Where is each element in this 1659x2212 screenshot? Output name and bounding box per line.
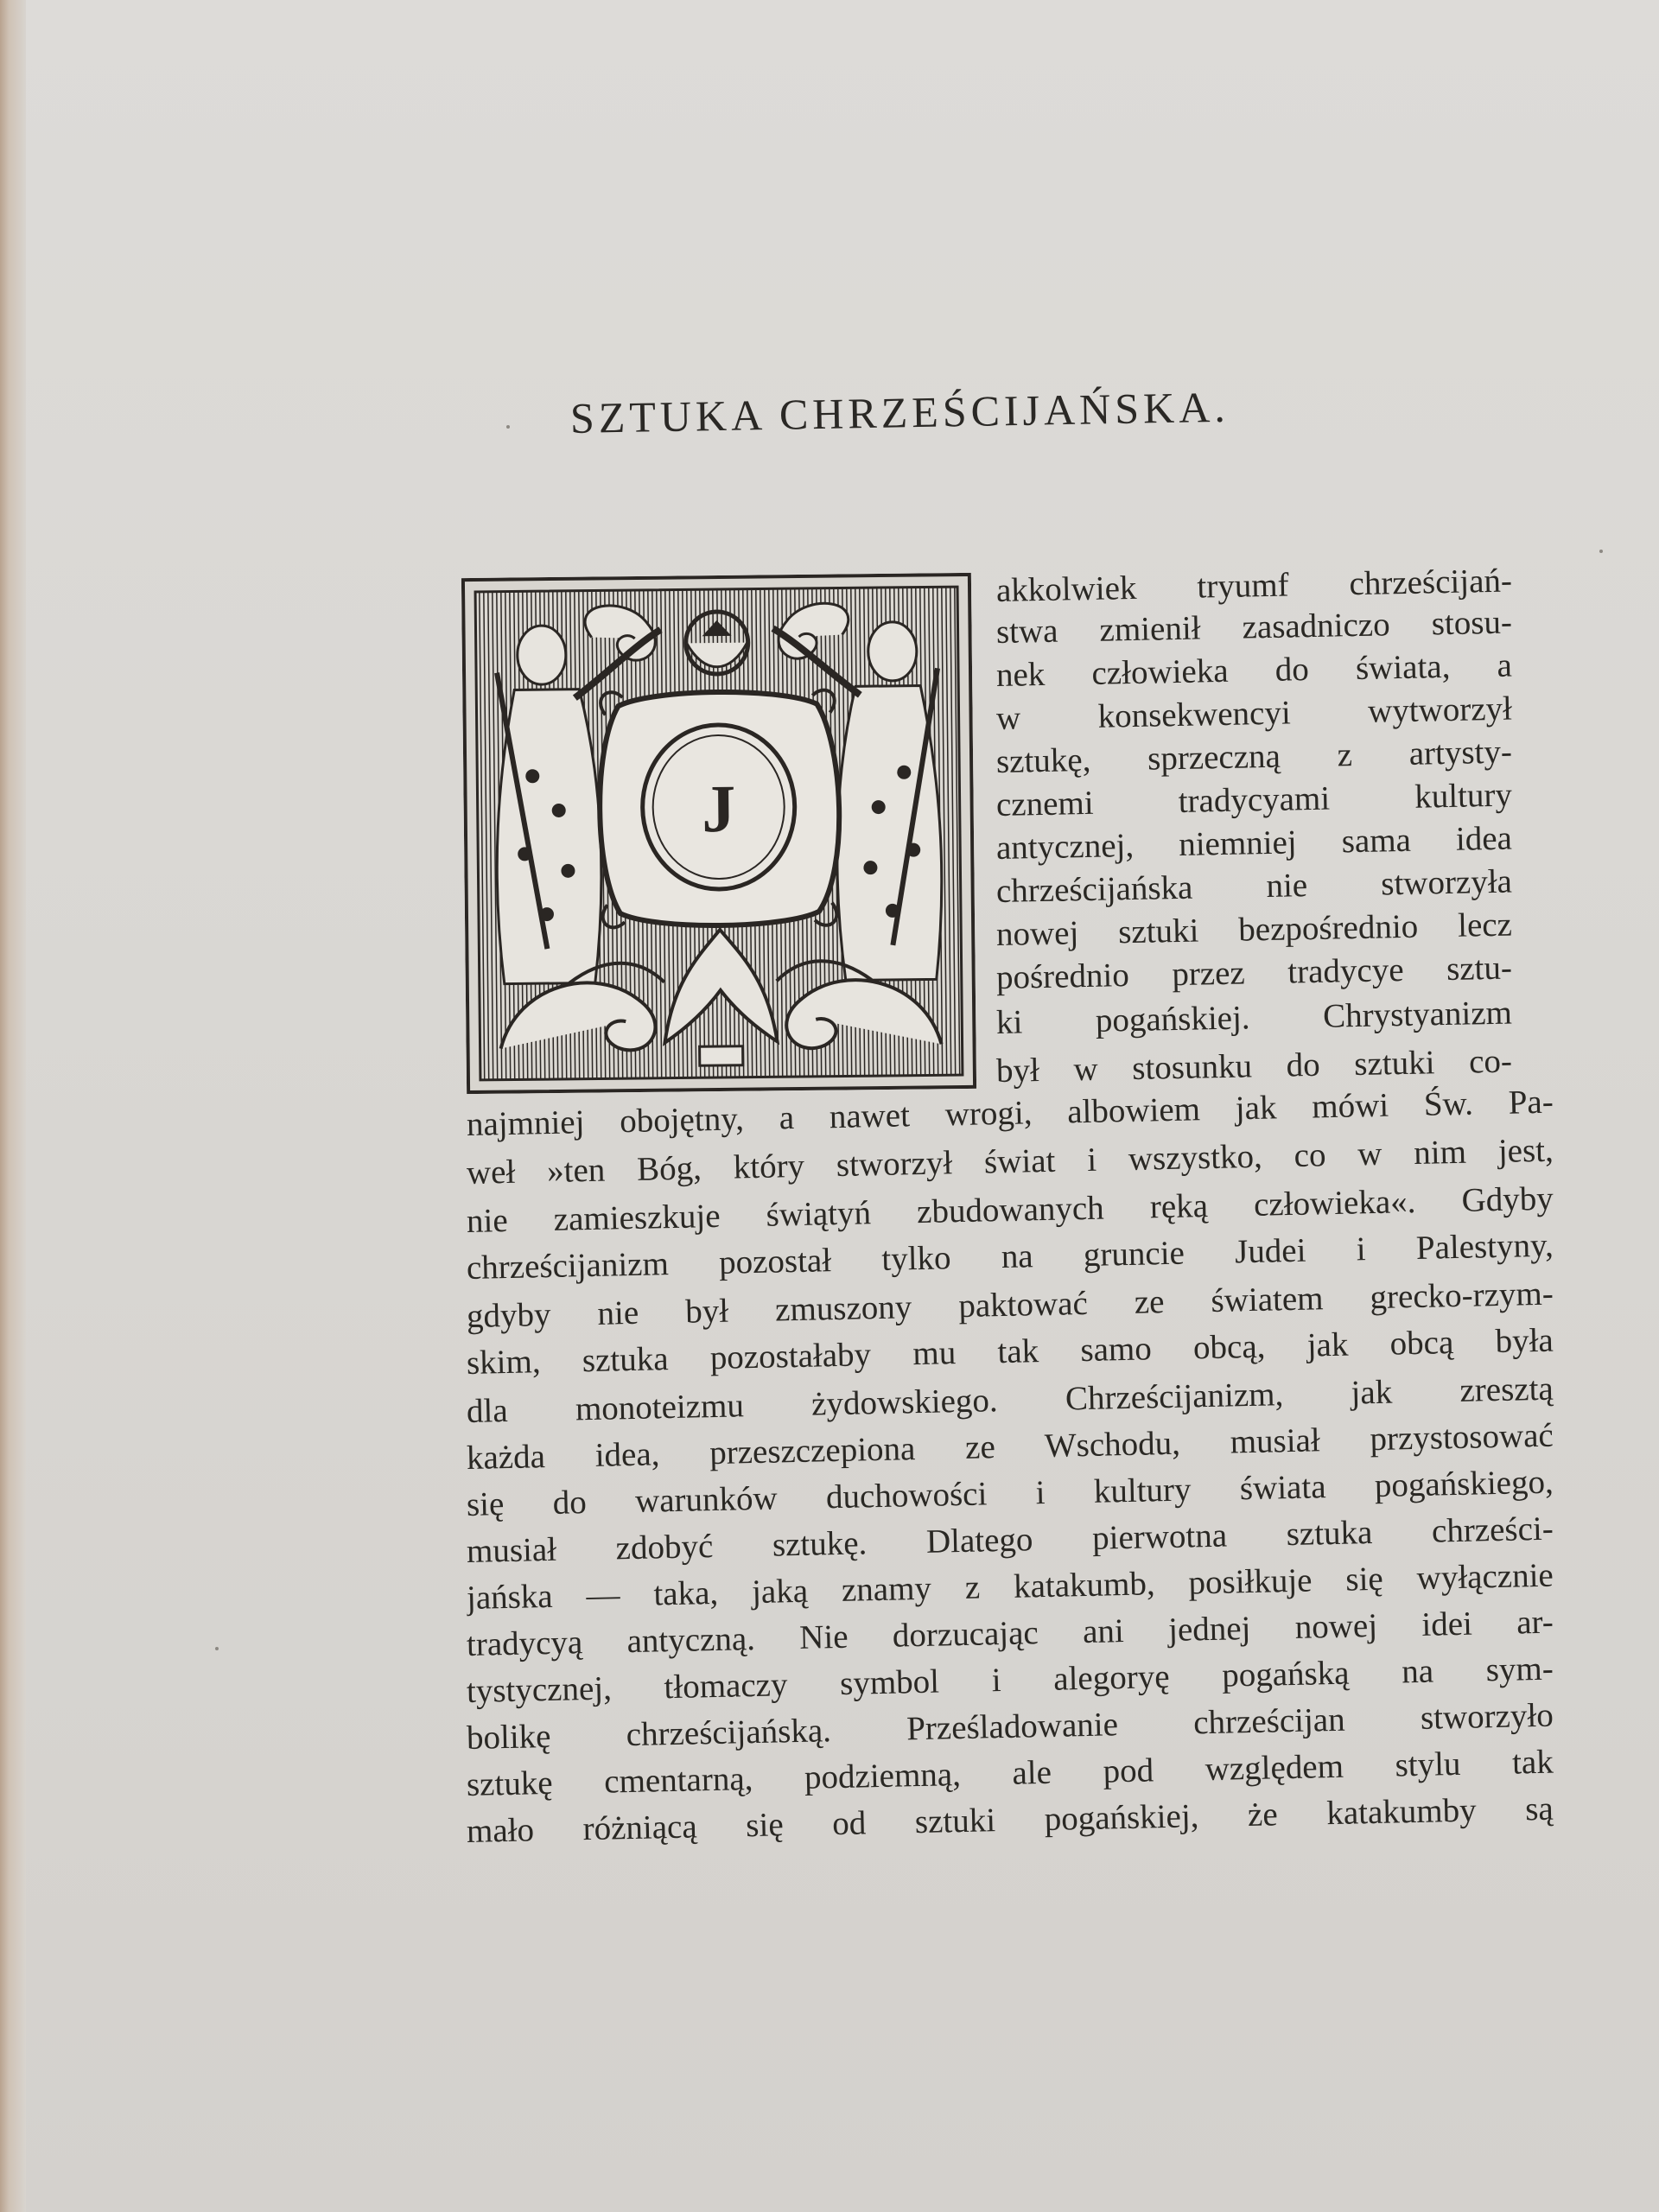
- text-line: stwa zmienił zasadniczo stosu-: [995, 603, 1513, 651]
- text-line: sztukę cmentarną, podziemną, ale pod względem stylu tak: [466, 1743, 1554, 1803]
- text-line: weł »ten Bóg, który stworzył świat i wszystko, co w nim jest,: [466, 1131, 1554, 1192]
- text-line: cznemi tradycyami kultury: [995, 776, 1513, 823]
- text-line: najmniej obojętny, a nawet wrogi, albowiem jak mówi Św. Pa-: [466, 1083, 1554, 1143]
- paper-speck: [506, 425, 510, 429]
- text-line: nek człowieka do świata, a: [995, 646, 1513, 694]
- text-line: musiał zdobyć sztukę. Dlatego pierwotna sztuka chrześci-: [466, 1510, 1554, 1570]
- text-line: pośrednio przez tradycye sztu-: [995, 949, 1513, 996]
- text-line: był w stosunku do sztuki co-: [995, 1042, 1513, 1090]
- text-line: się do warunków duchowości i kultury świata pogańskiego,: [466, 1463, 1554, 1523]
- text-line: chrześcijańska nie stworzyła: [995, 862, 1513, 910]
- text-line: mało różniącą się od sztuki pogańskiej, że katakumby są: [466, 1789, 1554, 1850]
- text-line: nowej sztuki bezpośrednio lecz: [995, 906, 1513, 953]
- text-line: sztukę, sprzeczną z artysty-: [995, 733, 1513, 780]
- text-line: tradycyą antyczną. Nie dorzucając ani jednej nowej idei ar-: [466, 1603, 1554, 1663]
- text-line: ki pogańskiej. Chrystyanizm: [995, 994, 1513, 1041]
- text-line: jańska — taka, jaką znamy z katakumb, posiłkuje się wyłącznie: [466, 1556, 1554, 1617]
- paper-speck: [1599, 550, 1603, 553]
- text-line: akkolwiek tryumf chrześcijań-: [995, 562, 1513, 609]
- text-line: bolikę chrześcijańską. Prześladowanie chrześcijan stworzyło: [466, 1696, 1554, 1757]
- text-line: nie zamieszkuje świątyń zbudowanych ręką człowieka«. Gdyby: [466, 1179, 1554, 1240]
- initial-letter: J: [701, 770, 736, 847]
- text-line: w konsekwencyi wytworzył: [995, 690, 1513, 737]
- text-line: tystycznej, tłomaczy symbol i alegoryę pogańską na sym-: [466, 1649, 1554, 1710]
- paper-speck: [215, 1647, 219, 1650]
- text-line: skim, sztuka pozostałaby mu tak samo obcą, jak obcą była: [466, 1321, 1554, 1382]
- text-line: antycznej, niemniej sama idea: [995, 819, 1513, 867]
- text-line: każda idea, przeszczepiona ze Wschodu, musiał przystosować: [466, 1416, 1554, 1477]
- chapter-title: SZTUKA CHRZEŚCIJAŃSKA.: [569, 382, 1230, 442]
- text-line: gdyby nie był zmuszony paktować ze światem grecko-rzym-: [466, 1274, 1554, 1335]
- text-line: chrześcijanizm pozostał tylko na gruncie Judei i Palestyny,: [466, 1226, 1554, 1287]
- text-line: dla monoteizmu żydowskiego. Chrześcijanizm, jak zresztą: [466, 1370, 1554, 1430]
